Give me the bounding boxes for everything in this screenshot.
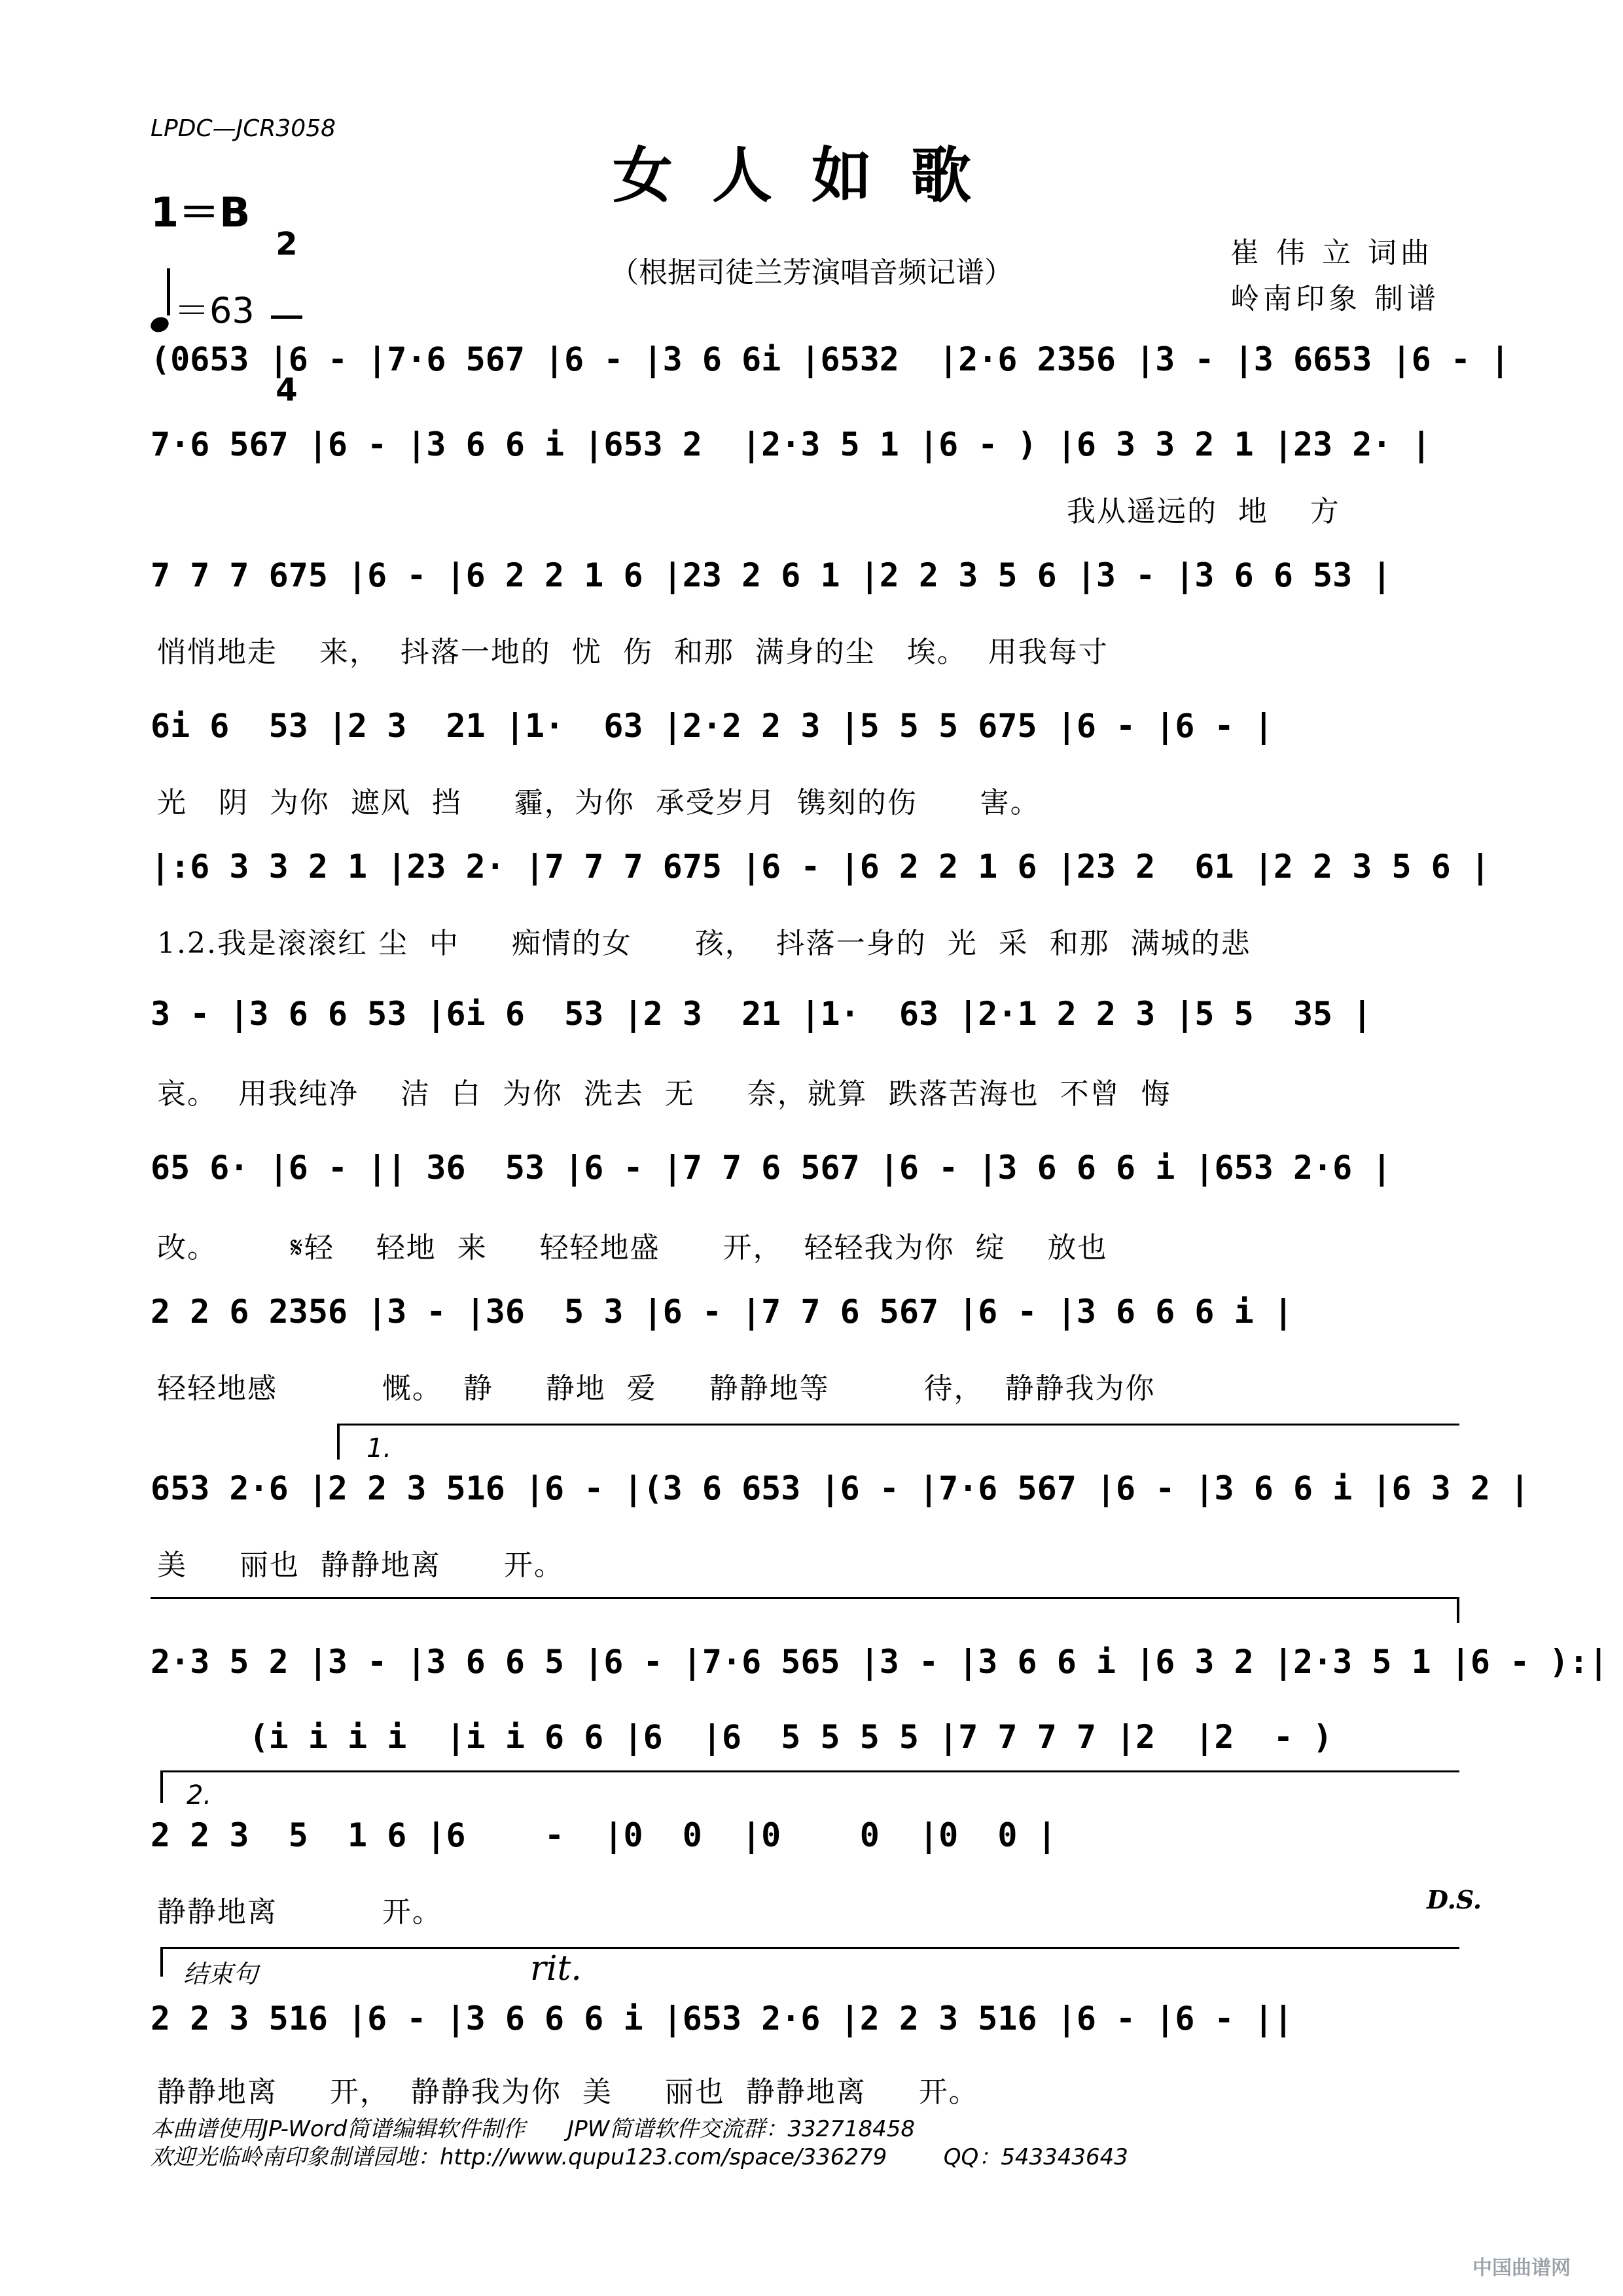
credit-transcriber: 岭南印象 制谱 (1230, 282, 1440, 315)
song-title: 女人如歌 (612, 140, 1010, 211)
ending-bracket-start (160, 1947, 163, 1977)
score-line-2-lyrics: 我从遥远的 地 方 (1067, 495, 1340, 528)
score-code: LPDC—JCR3058 (151, 115, 336, 142)
ending-bracket (160, 1947, 1459, 1949)
volta-2-label: 2. (187, 1780, 212, 1810)
dal-segno-marking: D.S. (1427, 1885, 1482, 1914)
score-line-4-lyrics: 光 阴 为你 遮风 挡 霾，为你 承受岁月 镌刻的伤 害。 (157, 786, 1041, 819)
volta-2-bracket-start (160, 1770, 163, 1803)
score-line-13-notes: 2 2 3 516 |6 - |3 6 6 6 i |653 2·6 |2 2 3 516 |6 - |6 - || (151, 2000, 1293, 2037)
score-line-3-notes: 7 7 7 675 |6 - |6 2 2 1 6 |23 2 6 1 |2 2 3 5 6 |3 - |3 6 6 53 | (151, 556, 1392, 594)
ending-label: 结束句 (183, 1960, 259, 1988)
score-line-12-lyrics: 静静地离 开。 (157, 1895, 442, 1929)
score-line-6-notes: 3 - |3 6 6 53 |6i 6 53 |2 3 21 |1· 63 |2·1 2 2 3 |5 5 35 | (151, 995, 1372, 1033)
site-watermark: 中国曲谱网 (1472, 2257, 1571, 2280)
time-signature (267, 175, 306, 431)
volta-1-continuation-end (1457, 1597, 1459, 1623)
score-line-11-notes: (i i i i |i i 6 6 |6 |6 5 5 5 5 |7 7 7 7 |2 |2 - ) (151, 1718, 1333, 1756)
score-line-8-notes: 2 2 6 2356 |3 - |36 5 3 |6 - |7 7 6 567 |6 - |3 6 6 6 i | (151, 1293, 1293, 1331)
score-line-5-notes: |:6 3 3 2 1 |23 2· |7 7 7 675 |6 - |6 2 2 1 6 |23 2 61 |2 2 3 5 6 | (151, 848, 1490, 886)
score-line-10-notes: 2·3 5 2 |3 - |3 6 6 5 |6 - |7·6 565 |3 - |3 6 6 i |6 3 2 |2·3 5 1 |6 - ):| (151, 1643, 1609, 1681)
footer-website-note: 欢迎光临岭南印象制谱园地：http://www.qupu123.com/space/336279 QQ：543343643 (151, 2144, 1128, 2170)
footer-software-note: 本曲谱使用JP-Word简谱编辑软件制作 JPW简谱软件交流群：332718458 (151, 2116, 916, 2142)
key-signature: 1＝B (151, 188, 251, 236)
volta-1-label: 1. (366, 1433, 392, 1463)
volta-1-bracket (337, 1424, 1459, 1426)
score-line-13-lyrics: 静静地离 开， 静静我为你 美 丽也 静静地离 开。 (157, 2075, 979, 2109)
volta-2-bracket (160, 1770, 1459, 1772)
score-line-6-lyrics: 哀。 用我纯净 洁 白 为你 洗去 无 奈，就算 跌落苦海也 不曾 悔 (157, 1077, 1171, 1111)
ritardando-marking: rit. (530, 1949, 582, 1988)
score-line-1-notes: (0653 |6 - |7·6 567 |6 - |3 6 6i |6532 |2·6 2356 |3 - |3 6653 |6 - | (151, 340, 1510, 378)
credit-lyricist-composer: 崔 伟 立 词曲 (1230, 236, 1433, 270)
quarter-note-icon (149, 315, 171, 334)
score-line-4-notes: 6i 6 53 |2 3 21 |1· 63 |2·2 2 3 |5 5 5 675 |6 - |6 - | (151, 707, 1274, 745)
time-signature-bottom: 4 (276, 372, 298, 408)
time-signature-bar (271, 315, 302, 319)
score-line-9-lyrics: 美 丽也 静静地离 开。 (157, 1549, 564, 1582)
score-line-3-lyrics: 悄悄地走 来， 抖落一地的 忧 伤 和那 满身的尘 埃。 用我每寸 (157, 636, 1109, 669)
volta-1-bracket-start (337, 1424, 340, 1460)
time-signature-top: 2 (276, 226, 298, 262)
score-line-9-notes: 653 2·6 |2 2 3 516 |6 - |(3 6 653 |6 - |7·6 567 |6 - |3 6 6 i |6 3 2 | (151, 1469, 1530, 1507)
volta-1-continuation (151, 1597, 1459, 1599)
score-line-12-notes: 2 2 3 5 1 6 |6 - |0 0 |0 0 |0 0 | (151, 1816, 1057, 1854)
subtitle: （根据司徒兰芳演唱音频记谱） (610, 256, 1013, 289)
score-line-8-lyrics: 轻轻地感 慨。 静 静地 爱 静静地等 待， 静静我为你 (157, 1372, 1156, 1405)
score-line-7-lyrics: 改。 𝄋轻 轻地 来 轻轻地盛 开， 轻轻我为你 绽 放也 (157, 1231, 1108, 1265)
score-line-7-notes: 65 6· |6 - || 36 53 |6 - |7 7 6 567 |6 - |3 6 6 6 i |653 2·6 | (151, 1149, 1392, 1187)
tempo-value: ＝63 (174, 290, 255, 331)
score-line-2-notes: 7·6 567 |6 - |3 6 6 i |653 2 |2·3 5 1 |6 - ) |6 3 3 2 1 |23 2· | (151, 425, 1431, 463)
score-line-5-lyrics: 1.2.我是滚滚红 尘 中 痴情的女 孩， 抖落一身的 光 采 和那 满城的悲 (157, 927, 1251, 960)
